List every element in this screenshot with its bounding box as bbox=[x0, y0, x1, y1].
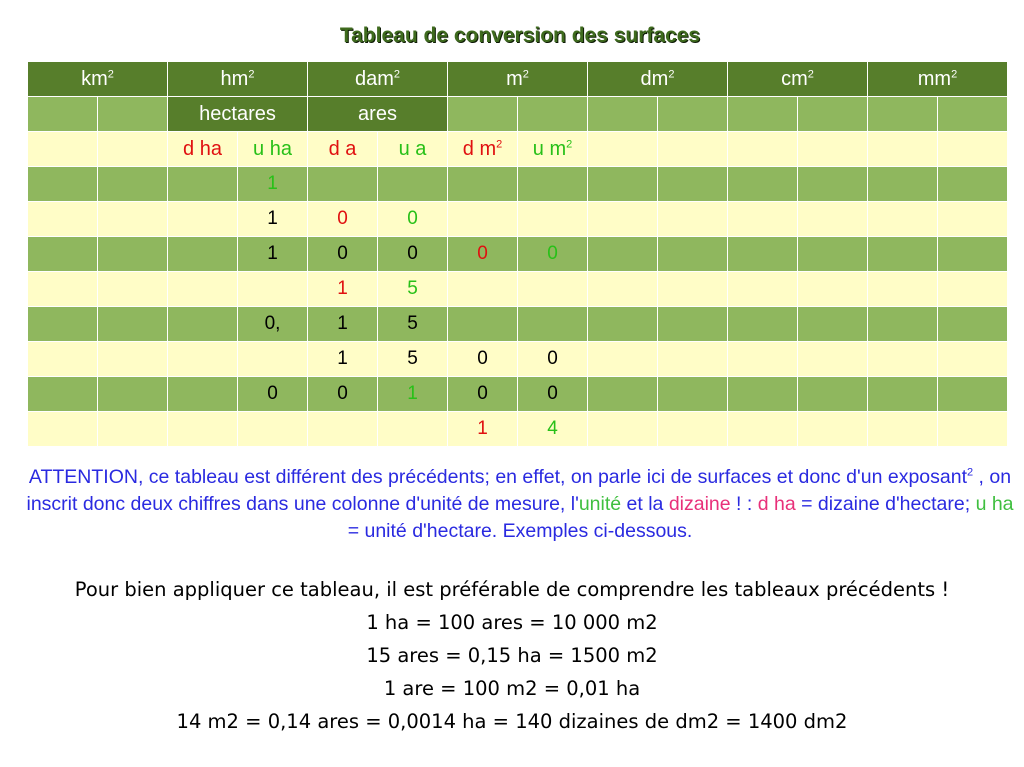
table-cell: 1 bbox=[308, 272, 378, 307]
table-cell bbox=[588, 412, 658, 447]
table-cell bbox=[238, 342, 308, 377]
table-cell bbox=[238, 272, 308, 307]
unit-header-row bbox=[28, 62, 1008, 97]
table-cell bbox=[168, 272, 238, 307]
table-cell bbox=[798, 412, 868, 447]
unit-mm2: $mm^2$ bbox=[868, 62, 1008, 97]
table-cell: 5 bbox=[378, 272, 448, 307]
unit-hm2: $hm^2$ bbox=[168, 62, 308, 97]
table-cell bbox=[728, 342, 798, 377]
table-cell bbox=[868, 342, 938, 377]
table-row bbox=[28, 167, 1008, 202]
table-cell bbox=[728, 377, 798, 412]
table-cell bbox=[28, 167, 98, 202]
table-cell: 0 bbox=[308, 237, 378, 272]
subhead-da: d a bbox=[308, 132, 378, 167]
table-row bbox=[28, 307, 1008, 342]
table-cell bbox=[308, 167, 378, 202]
table-cell: 0 bbox=[308, 202, 378, 237]
table-cell bbox=[868, 237, 938, 272]
table-cell bbox=[98, 342, 168, 377]
table-cell bbox=[798, 307, 868, 342]
conversion-table bbox=[27, 61, 1008, 447]
note-example: 1 ha = 100 ares = 10 000 m2 bbox=[366, 611, 658, 634]
table-cell bbox=[238, 412, 308, 447]
table-cell bbox=[588, 377, 658, 412]
table-row bbox=[28, 202, 1008, 237]
table-cell bbox=[28, 377, 98, 412]
table-cell bbox=[98, 237, 168, 272]
table-cell bbox=[798, 202, 868, 237]
table-cell bbox=[938, 202, 1008, 237]
note-intro: Pour bien appliquer ce tableau, il est préférable de comprendre les tableaux précédents ! bbox=[74, 578, 950, 601]
table-cell bbox=[28, 307, 98, 342]
unit-m2: $m^2$ bbox=[448, 62, 588, 97]
table-cell bbox=[658, 272, 728, 307]
unit-km2: $km^2$ bbox=[28, 62, 168, 97]
subheader-row bbox=[28, 132, 1008, 167]
note-example: 1 are = 100 m2 = 0,01 ha bbox=[383, 677, 641, 700]
table-row bbox=[28, 272, 1008, 307]
table-cell bbox=[658, 202, 728, 237]
table-cell bbox=[168, 167, 238, 202]
table-cell bbox=[938, 167, 1008, 202]
table-cell bbox=[168, 412, 238, 447]
table-cell: 1 bbox=[448, 412, 518, 447]
table-cell bbox=[938, 237, 1008, 272]
hectares-label: hectares bbox=[168, 97, 308, 132]
table-row bbox=[28, 412, 1008, 447]
table-cell bbox=[588, 307, 658, 342]
table-cell bbox=[798, 342, 868, 377]
table-cell bbox=[448, 272, 518, 307]
table-cell bbox=[518, 272, 588, 307]
table-cell bbox=[658, 237, 728, 272]
examples-notes bbox=[0, 573, 1024, 738]
table-cell bbox=[798, 237, 868, 272]
table-cell bbox=[448, 307, 518, 342]
table-cell: 0 bbox=[518, 377, 588, 412]
table-cell bbox=[868, 167, 938, 202]
note-example: 15 ares = 0,15 ha = 1500 m2 bbox=[366, 644, 658, 667]
table-cell: 0 bbox=[448, 377, 518, 412]
table-row bbox=[28, 377, 1008, 412]
table-cell bbox=[518, 307, 588, 342]
table-cell bbox=[868, 202, 938, 237]
table-cell bbox=[658, 412, 728, 447]
table-cell bbox=[168, 202, 238, 237]
table-cell bbox=[938, 412, 1008, 447]
table-cell bbox=[588, 167, 658, 202]
ares-label: ares bbox=[308, 97, 448, 132]
table-cell bbox=[868, 377, 938, 412]
table-cell: 1 bbox=[238, 202, 308, 237]
table-cell: 1 bbox=[238, 237, 308, 272]
subhead-uha: u ha bbox=[238, 132, 308, 167]
table-cell bbox=[588, 202, 658, 237]
page-title: Tableau de conversion des surfaces bbox=[339, 24, 701, 47]
table-cell bbox=[938, 307, 1008, 342]
names-row bbox=[28, 97, 1008, 132]
table-row bbox=[28, 237, 1008, 272]
table-cell bbox=[938, 342, 1008, 377]
table-cell bbox=[868, 412, 938, 447]
table-cell bbox=[98, 202, 168, 237]
table-cell bbox=[448, 167, 518, 202]
table-cell bbox=[98, 167, 168, 202]
table-cell: 1 bbox=[308, 342, 378, 377]
table-cell: 0, bbox=[238, 307, 308, 342]
table-cell bbox=[728, 412, 798, 447]
table-cell bbox=[98, 307, 168, 342]
table-cell bbox=[378, 412, 448, 447]
table-cell bbox=[728, 167, 798, 202]
subhead-dm2: d $m^2$ bbox=[448, 132, 518, 167]
table-row bbox=[28, 342, 1008, 377]
table-cell: 1 bbox=[308, 307, 378, 342]
table-cell: 0 bbox=[308, 377, 378, 412]
table-cell bbox=[938, 377, 1008, 412]
table-cell bbox=[518, 167, 588, 202]
table-cell bbox=[728, 202, 798, 237]
table-cell bbox=[168, 377, 238, 412]
table-cell bbox=[168, 307, 238, 342]
table-cell bbox=[658, 167, 728, 202]
table-cell: 5 bbox=[378, 307, 448, 342]
table-cell: 5 bbox=[378, 342, 448, 377]
table-cell bbox=[28, 237, 98, 272]
table-cell bbox=[28, 202, 98, 237]
table-cell: 1 bbox=[238, 167, 308, 202]
table-cell bbox=[798, 272, 868, 307]
subhead-dha: d ha bbox=[168, 132, 238, 167]
table-cell bbox=[658, 342, 728, 377]
unit-cm2: $cm^2$ bbox=[728, 62, 868, 97]
table-cell bbox=[728, 272, 798, 307]
table-cell bbox=[588, 237, 658, 272]
table-cell bbox=[588, 272, 658, 307]
subhead-ua: u a bbox=[378, 132, 448, 167]
table-cell bbox=[868, 272, 938, 307]
table-cell bbox=[168, 342, 238, 377]
table-cell bbox=[308, 412, 378, 447]
table-cell: 0 bbox=[518, 237, 588, 272]
table-cell bbox=[98, 412, 168, 447]
table-cell: 4 bbox=[518, 412, 588, 447]
table-cell bbox=[28, 412, 98, 447]
table-cell bbox=[588, 342, 658, 377]
table-cell bbox=[798, 377, 868, 412]
table-cell bbox=[658, 307, 728, 342]
table-cell bbox=[378, 167, 448, 202]
table-cell bbox=[28, 342, 98, 377]
unit-dam2: dam$^2$ bbox=[308, 62, 448, 97]
table-cell bbox=[168, 237, 238, 272]
table-cell bbox=[98, 272, 168, 307]
table-cell bbox=[448, 202, 518, 237]
table-cell bbox=[518, 202, 588, 237]
table-cell bbox=[798, 167, 868, 202]
table-cell bbox=[658, 377, 728, 412]
table-cell: 1 bbox=[378, 377, 448, 412]
table-cell: 0 bbox=[378, 237, 448, 272]
table-cell: 0 bbox=[378, 202, 448, 237]
table-cell: 0 bbox=[448, 342, 518, 377]
table-cell bbox=[728, 237, 798, 272]
note-example: 14 m2 = 0,14 ares = 0,0014 ha = 140 dizaines de dm2 = 1400 dm2 bbox=[176, 710, 848, 733]
table-cell bbox=[938, 272, 1008, 307]
table-cell: 0 bbox=[448, 237, 518, 272]
unit-dm2: $dm^2$ bbox=[588, 62, 728, 97]
table-cell: 0 bbox=[238, 377, 308, 412]
attention-paragraph: ATTENTION, ce tableau est différent des précédents; en effet, on parle ici de surfaces et donc d'un exposant$^2$ , on inscrit donc deux chiffres dans une colonne d'unité de mesure, l'unité et la dizaine ! : d ha = dizaine d'hectare; u ha = unité d'hectare. Exemples ci-dessous. bbox=[26, 466, 1014, 542]
subhead-um2: u $m^2$ bbox=[518, 132, 588, 167]
table-cell bbox=[98, 377, 168, 412]
table-cell: 0 bbox=[518, 342, 588, 377]
table-cell bbox=[28, 272, 98, 307]
table-cell bbox=[728, 307, 798, 342]
table-cell bbox=[868, 307, 938, 342]
